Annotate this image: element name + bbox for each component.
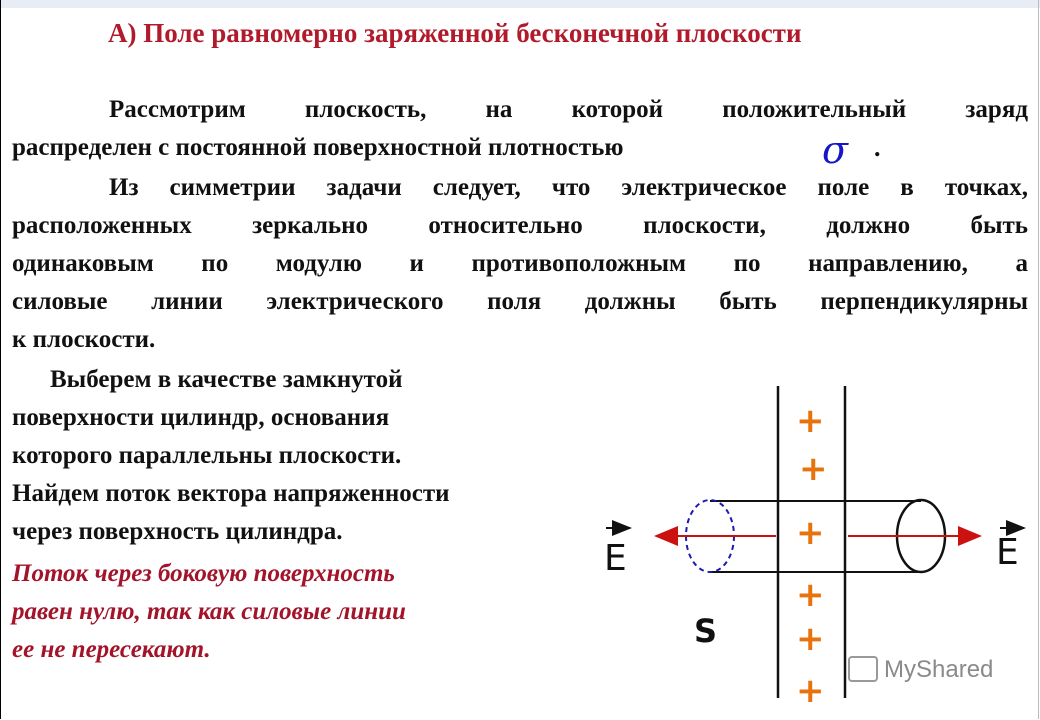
symmetry-line-1: Из симметрии задачи следует, что электрическое поле в точках, — [109, 174, 1028, 201]
symmetry-line-2: расположенных зеркально относительно плоскости, должно быть — [12, 212, 1028, 239]
cylinder-line-5: через поверхность цилиндра. — [12, 518, 343, 545]
plus-charge-1: + — [796, 401, 825, 441]
symmetry-line-4: силовые линии электрического поля должны быть перпендикулярны — [12, 288, 1028, 315]
plus-charge-2: + — [799, 449, 828, 489]
e-vector-label-right: E — [996, 532, 1019, 573]
area-label-s: S — [694, 612, 718, 650]
sentence-period: . — [874, 133, 881, 162]
watermark-logo — [848, 656, 993, 684]
plus-charge-4: + — [796, 575, 825, 615]
symmetry-line-3: одинаковым по модулю и противоположным по направлению, а — [12, 250, 1028, 277]
e-vector-label-left: E — [604, 538, 627, 579]
note-line-2: равен нулю, так как силовые линии — [12, 598, 406, 625]
plus-charge-3: + — [796, 513, 825, 553]
note-line-3: ее не пересекают. — [12, 636, 211, 663]
symmetry-line-5: к плоскости. — [12, 326, 156, 353]
watermark-text: MyShared — [884, 656, 994, 683]
cylinder-line-4: Найдем поток вектора напряженности — [12, 480, 450, 507]
sigma-symbol: σ — [822, 128, 848, 172]
cylinder-line-3: которого параллельны плоскости. — [12, 442, 402, 469]
plus-charge-5: + — [796, 619, 825, 659]
intro-line-1: Рассмотрим плоскость, на которой положительный заряд — [109, 96, 1028, 123]
cylinder-line-2: поверхности цилиндр, основания — [12, 404, 390, 431]
cylinder-line-1: Выберем в качестве замкнутой — [50, 366, 403, 393]
intro-line-2: распределен с постоянной поверхностной плотностью — [12, 134, 624, 161]
presentation-icon — [848, 656, 878, 682]
note-line-1: Поток через боковую поверхность — [12, 560, 395, 587]
slide-title: А) Поле равномерно заряженной бесконечной плоскости — [108, 18, 802, 48]
plus-charge-6: + — [796, 671, 825, 711]
